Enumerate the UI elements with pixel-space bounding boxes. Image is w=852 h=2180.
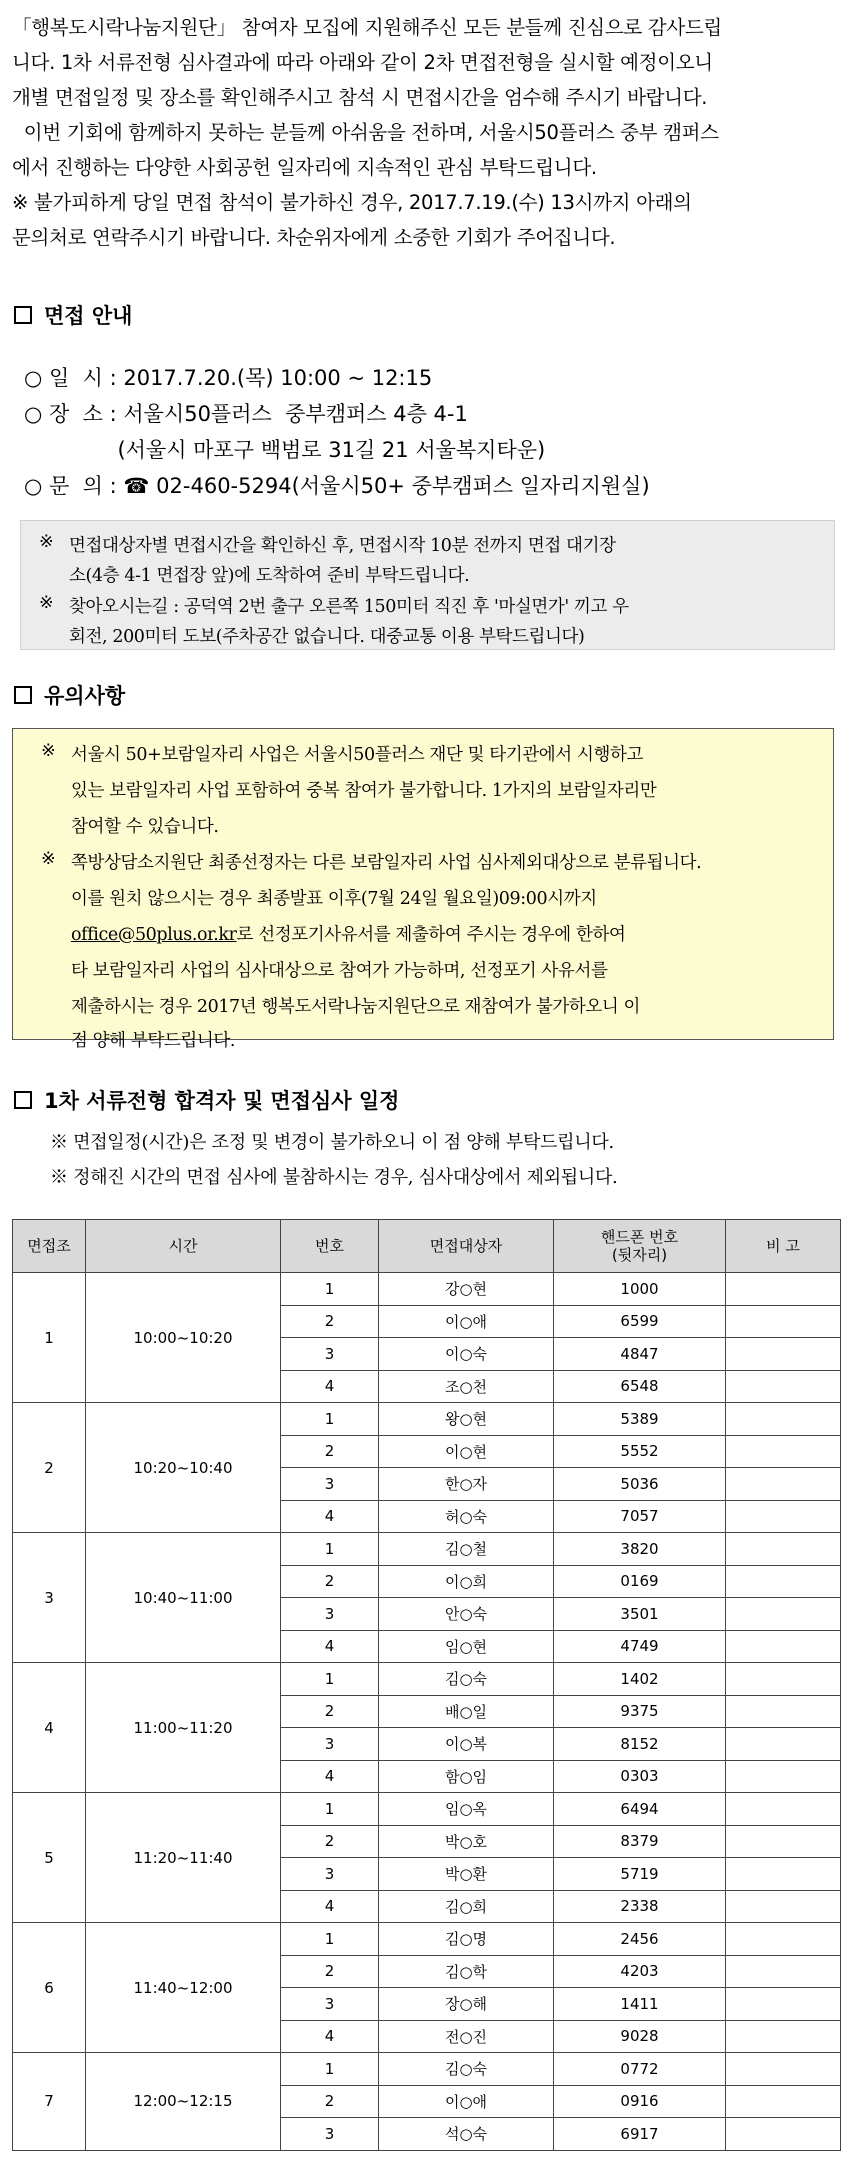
number-cell: 2 [281,1955,379,1988]
table-row [13,1403,841,1436]
name-cell: 이○희 [379,1565,554,1598]
checkbox-square-icon [14,1091,32,1109]
time-cell: 10:20~10:40 [86,1403,281,1533]
schedule-note-2: ※ 정해진 시간의 면접 심사에 불참하시는 경우, 심사대상에서 제외됩니다. [50,1167,618,1188]
remark-cell [726,2085,841,2118]
name-cell: 김○철 [379,1533,554,1566]
remark-cell [726,1500,841,1533]
intro-line: ※ 불가피하게 당일 면접 참석이 불가하신 경우, 2017.7.19.(수) 13시까지 아래의 [12,191,692,214]
phone-cell: 3820 [554,1533,726,1566]
caution-note-2-line-3 [71,921,625,946]
number-cell: 1 [281,1273,379,1306]
interview-contact: ○ 문 의 : ☎ 02-460-5294(서울시50+ 중부캠퍼스 일자리지원실) [24,474,650,498]
caution-note-2-line-6: 점 양해 부탁드립니다. [71,1031,236,1051]
phone-cell: 6917 [554,2118,726,2151]
remark-cell [726,1728,841,1761]
interview-section-title [14,300,132,330]
schedule-table [12,1219,841,2151]
phone-cell: 0916 [554,2085,726,2118]
phone-cell: 9375 [554,1695,726,1728]
number-cell: 4 [281,1370,379,1403]
schedule-section-title [14,1085,399,1115]
number-cell: 2 [281,1825,379,1858]
remark-cell [726,1988,841,2021]
remark-cell [726,1468,841,1501]
interview-note-2-line-2: 회전, 200미터 도보(주차공간 없습니다. 대중교통 이용 부탁드립니다) [69,627,585,647]
name-cell: 조○천 [379,1370,554,1403]
time-cell: 10:00~10:20 [86,1273,281,1403]
intro-line: 문의처로 연락주시기 바랍니다. 차순위자에게 소중한 기회가 주어집니다. [12,226,616,249]
interview-place: ○ 장 소 : 서울시50플러스 중부캠퍼스 4층 4-1 [24,402,468,426]
name-cell: 김○명 [379,1923,554,1956]
remark-cell [726,1533,841,1566]
caution-title-text: 유의사항 [44,684,126,708]
number-cell: 1 [281,1403,379,1436]
name-cell: 강○현 [379,1273,554,1306]
caution-note-2-line-2: 이를 원치 않으시는 경우 최종발표 이후(7월 24일 월요일)09:00시까지 [71,889,597,909]
name-cell: 배○일 [379,1695,554,1728]
phone-cell: 0303 [554,1760,726,1793]
note-mark: ※ [39,593,54,613]
table-row [13,1663,841,1696]
name-cell: 장○해 [379,1988,554,2021]
phone-cell: 1000 [554,1273,726,1306]
phone-cell: 5552 [554,1435,726,1468]
note-mark: ※ [39,532,54,552]
interview-notes-box [20,520,835,650]
name-cell: 김○희 [379,1890,554,1923]
phone-cell: 5036 [554,1468,726,1501]
table-header-row [13,1220,841,1273]
name-cell: 이○애 [379,1305,554,1338]
intro-line: 에서 진행하는 다양한 사회공헌 일자리에 지속적인 관심 부탁드립니다. [12,156,597,179]
name-cell: 임○옥 [379,1793,554,1826]
number-cell: 4 [281,2020,379,2053]
group-cell: 2 [13,1403,86,1533]
caution-note-2-line-5: 제출하시는 경우 2017년 행복도서락나눔지원단으로 재참여가 불가하오니 이 [71,997,641,1017]
remark-cell [726,1403,841,1436]
email-link[interactable]: office@50plus.or.kr [71,925,237,945]
note-mark: ※ [41,849,56,869]
remark-cell [726,1435,841,1468]
number-cell: 1 [281,2053,379,2086]
caution-note-1-line-1: 서울시 50+보람일자리 사업은 서울시50플러스 재단 및 타기관에서 시행하고 [71,745,643,765]
remark-cell [726,1760,841,1793]
phone-cell: 1411 [554,1988,726,2021]
time-cell: 11:40~12:00 [86,1923,281,2053]
name-cell: 김○숙 [379,1663,554,1696]
time-cell: 10:40~11:00 [86,1533,281,1663]
name-cell: 이○애 [379,2085,554,2118]
name-cell: 김○학 [379,1955,554,1988]
number-cell: 4 [281,1500,379,1533]
phone-cell: 4203 [554,1955,726,1988]
name-cell: 박○호 [379,1825,554,1858]
remark-cell [726,1663,841,1696]
number-cell: 2 [281,2085,379,2118]
remark-cell [726,2053,841,2086]
group-cell: 4 [13,1663,86,1793]
table-row [13,1793,841,1826]
group-cell: 1 [13,1273,86,1403]
number-cell: 3 [281,1988,379,2021]
number-cell: 3 [281,2118,379,2151]
phone-cell: 3501 [554,1598,726,1631]
number-cell: 1 [281,1793,379,1826]
phone-cell: 6599 [554,1305,726,1338]
number-cell: 1 [281,1663,379,1696]
number-cell: 3 [281,1598,379,1631]
phone-cell: 4847 [554,1338,726,1371]
remark-cell [726,1793,841,1826]
remark-cell [726,1273,841,1306]
time-cell: 12:00~12:15 [86,2053,281,2151]
number-cell: 1 [281,1533,379,1566]
table-row [13,1923,841,1956]
name-cell: 박○환 [379,1858,554,1891]
phone-cell: 0772 [554,2053,726,2086]
header-remark: 비 고 [726,1220,841,1273]
header-number: 번호 [281,1220,379,1273]
remark-cell [726,1305,841,1338]
phone-cell: 4749 [554,1630,726,1663]
name-cell: 김○숙 [379,2053,554,2086]
number-cell: 2 [281,1695,379,1728]
remark-cell [726,2020,841,2053]
checkbox-square-icon [14,306,32,324]
phone-cell: 8379 [554,1825,726,1858]
number-cell: 2 [281,1435,379,1468]
name-cell: 왕○현 [379,1403,554,1436]
intro-line: 니다. 1차 서류전형 심사결과에 따라 아래와 같이 2차 면접전형을 실시할 예정이오니 [12,51,713,74]
note-mark: ※ [41,741,56,761]
group-cell: 7 [13,2053,86,2151]
group-cell: 5 [13,1793,86,1923]
table-row [13,1533,841,1566]
name-cell: 임○현 [379,1630,554,1663]
intro-line: 이번 기회에 함께하지 못하는 분들께 아쉬움을 전하며, 서울시50플러스 중부 캠퍼스 [12,121,719,144]
phone-cell: 1402 [554,1663,726,1696]
caution-note-2-line-1: 쪽방상담소지원단 최종선정자는 다른 보람일자리 사업 심사제외대상으로 분류됩니다. [71,853,702,873]
header-phone-line2: (뒷자리) [611,1246,668,1264]
remark-cell [726,1370,841,1403]
schedule-title-text: 1차 서류전형 합격자 및 면접심사 일정 [44,1089,400,1113]
remark-cell [726,2118,841,2151]
caution-note-2-line-4: 타 보람일자리 사업의 심사대상으로 참여가 가능하며, 선정포기 사유서를 [71,961,608,981]
remark-cell [726,1923,841,1956]
name-cell: 이○숙 [379,1338,554,1371]
interview-address: (서울시 마포구 백범로 31길 21 서울복지타운) [24,438,546,462]
remark-cell [726,1955,841,1988]
header-group: 면접조 [13,1220,86,1273]
name-cell: 이○복 [379,1728,554,1761]
caution-notes-box [12,728,834,1051]
number-cell: 3 [281,1728,379,1761]
remark-cell [726,1338,841,1371]
interview-date: ○ 일 시 : 2017.7.20.(목) 10:00 ~ 12:15 [24,366,433,390]
number-cell: 3 [281,1468,379,1501]
number-cell: 1 [281,1923,379,1956]
name-cell: 한○자 [379,1468,554,1501]
interview-note-1-line-1: 면접대상자별 면접시간을 확인하신 후, 면접시작 10분 전까지 면접 대기장 [69,536,616,556]
interview-title-text: 면접 안내 [44,304,133,328]
remark-cell [726,1825,841,1858]
caution-section-title [14,680,125,710]
number-cell: 2 [281,1305,379,1338]
schedule-table-body [13,1273,841,2151]
phone-cell: 2456 [554,1923,726,1956]
caution-note-1-line-2: 있는 보람일자리 사업 포함하여 중복 참여가 불가합니다. 1가지의 보람일자리만 [71,781,657,801]
interview-note-1-line-2: 소(4층 4-1 면접장 앞)에 도착하여 준비 부탁드립니다. [69,566,470,586]
phone-cell: 9028 [554,2020,726,2053]
email-rest-text: 로 선정포기사유서를 제출하여 주시는 경우에 한하여 [236,925,626,945]
header-time: 시간 [86,1220,281,1273]
remark-cell [726,1890,841,1923]
intro-line: 개별 면접일정 및 장소를 확인해주시고 참석 시 면접시간을 엄수해 주시기 바랍니다. [12,86,708,109]
phone-cell: 7057 [554,1500,726,1533]
time-cell: 11:20~11:40 [86,1793,281,1923]
group-cell: 6 [13,1923,86,2053]
remark-cell [726,1598,841,1631]
header-phone [554,1220,726,1273]
remark-cell [726,1695,841,1728]
number-cell: 4 [281,1890,379,1923]
name-cell: 허○숙 [379,1500,554,1533]
checkbox-square-icon [14,686,32,704]
phone-cell: 5719 [554,1858,726,1891]
remark-cell [726,1858,841,1891]
name-cell: 전○진 [379,2020,554,2053]
phone-cell: 2338 [554,1890,726,1923]
phone-cell: 8152 [554,1728,726,1761]
time-cell: 11:00~11:20 [86,1663,281,1793]
name-cell: 석○숙 [379,2118,554,2151]
intro-paragraph [12,10,840,255]
group-cell: 3 [13,1533,86,1663]
number-cell: 3 [281,1858,379,1891]
number-cell: 4 [281,1630,379,1663]
number-cell: 2 [281,1565,379,1598]
phone-cell: 5389 [554,1403,726,1436]
table-row [13,2053,841,2086]
header-name: 면접대상자 [379,1220,554,1273]
schedule-note-1: ※ 면접일정(시간)은 조정 및 변경이 불가하오니 이 점 양해 부탁드립니다. [50,1132,614,1153]
caution-note-1-line-3: 참여할 수 있습니다. [71,817,219,837]
remark-cell [726,1565,841,1598]
remark-cell [726,1630,841,1663]
name-cell: 이○현 [379,1435,554,1468]
number-cell: 3 [281,1338,379,1371]
phone-cell: 6494 [554,1793,726,1826]
interview-note-2-line-1: 찾아오시는길 : 공덕역 2번 출구 오른쪽 150미터 직진 후 '마실면가' 끼고 우 [69,597,629,617]
name-cell: 안○숙 [379,1598,554,1631]
name-cell: 함○임 [379,1760,554,1793]
table-row [13,1273,841,1306]
phone-cell: 6548 [554,1370,726,1403]
phone-cell: 0169 [554,1565,726,1598]
header-phone-line1: 핸드폰 번호 [600,1228,679,1246]
intro-line: 「행복도시락나눔지원단」 참여자 모집에 지원해주신 모든 분들께 진심으로 감사드립 [12,16,722,39]
number-cell: 4 [281,1760,379,1793]
